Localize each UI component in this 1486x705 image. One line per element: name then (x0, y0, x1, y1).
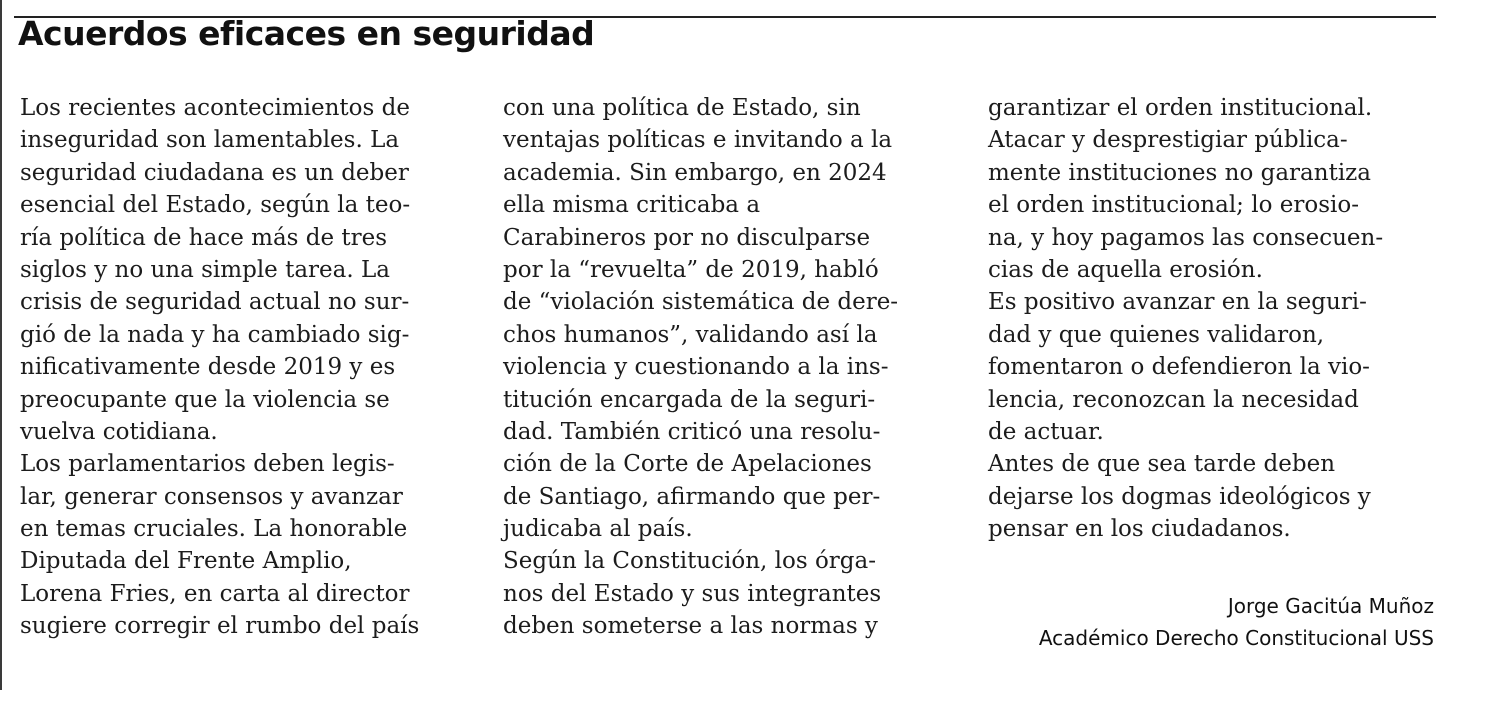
article-text-line: de “violación sistemática de dere- (503, 289, 899, 316)
article-text-line: garantizar el orden institucional. (988, 95, 1373, 121)
article-text-line: gió de la nada y ha cambiado sig- (20, 321, 410, 348)
article-text-line: vuelva cotidiana. (20, 418, 218, 445)
article-headline: Acuerdos eficaces en seguridad (18, 14, 595, 53)
article-text-line: por la “revuelta” de 2019, habló (503, 256, 879, 283)
article-text-line: con una política de Estado, sin (503, 95, 861, 121)
article-column-1 (20, 92, 419, 643)
article-text-line: dad. También criticó una resolu- (503, 418, 881, 445)
article-text-line: dad y que quienes validaron, (988, 321, 1325, 348)
article-text-line: chos humanos”, validando así la (503, 321, 878, 348)
article-text-line: Carabineros por no disculparse (503, 224, 871, 251)
article-text-line: cias de aquella erosión. (988, 256, 1263, 283)
article-text-line: de Santiago, afirmando que per- (503, 483, 881, 510)
article-text-line: preocupante que la violencia se (20, 386, 390, 413)
article-text-line: lencia, reconozcan la necesidad (988, 386, 1359, 413)
article-text-line: Según la Constitución, los órga- (503, 548, 877, 575)
article-text-line: violencia y cuestionando a la ins- (503, 354, 889, 381)
article-text-line: na, y hoy pagamos las consecuen- (988, 224, 1384, 251)
article-text-line: pensar en los ciudadanos. (988, 516, 1291, 543)
article-text-line: Atacar y desprestigiar pública- (988, 127, 1348, 154)
article-text-line: deben someterse a las normas y (503, 613, 878, 640)
article-text-line: Diputada del Frente Amplio, (20, 548, 352, 575)
article-text-line: Los recientes acontecimientos de (20, 95, 410, 121)
article-text-line: el orden institucional; lo erosio- (988, 192, 1359, 219)
article-text-line: esencial del Estado, según la teo- (20, 192, 411, 219)
article-text-line: academia. Sin embargo, en 2024 (503, 159, 887, 186)
article-text-line: en temas cruciales. La honorable (20, 516, 408, 543)
author-name: Jorge Gacitúa Muñoz (1227, 594, 1434, 618)
article-text-line: Antes de que sea tarde deben (988, 451, 1336, 478)
article-text-line: lar, generar consensos y avanzar (20, 483, 403, 510)
article-text-line: Es positivo avanzar en la seguri- (988, 289, 1367, 316)
article-text-line: sugiere corregir el rumbo del país (20, 613, 420, 640)
article-text-line: nos del Estado y sus integrantes (503, 580, 882, 607)
article-text-line: fomentaron o defendieron la vio- (988, 354, 1370, 381)
article-text-line: dejarse los dogmas ideológicos y (988, 483, 1371, 510)
article-text-line: ventajas políticas e invitando a la (503, 127, 893, 154)
article-text-line: nificativamente desde 2019 y es (20, 354, 396, 381)
article-text-line: seguridad ciudadana es un deber (20, 159, 409, 186)
article-text-line: mente instituciones no garantiza (988, 159, 1372, 186)
article-text-line: judicaba al país. (503, 516, 693, 543)
article-text-line: Los parlamentarios deben legis- (20, 451, 395, 478)
article-text-line: inseguridad son lamentables. La (20, 127, 400, 154)
article-text-line: ción de la Corte de Apelaciones (503, 451, 872, 478)
article-column-3 (988, 92, 1383, 545)
article-text-line: titución encargada de la seguri- (503, 386, 876, 413)
article-text-line: Lorena Fries, en carta al director (20, 580, 410, 607)
article-text-line: ría política de hace más de tres (20, 224, 388, 251)
article-text-line: siglos y no una simple tarea. La (20, 256, 390, 283)
page-left-border (0, 0, 2, 690)
article-text-line: ella misma criticaba a (503, 192, 761, 219)
article-column-2 (503, 92, 898, 643)
author-role: Académico Derecho Constitucional USS (1038, 626, 1434, 650)
article-text-line: crisis de seguridad actual no sur- (20, 289, 410, 316)
article-text-line: de actuar. (988, 418, 1104, 445)
